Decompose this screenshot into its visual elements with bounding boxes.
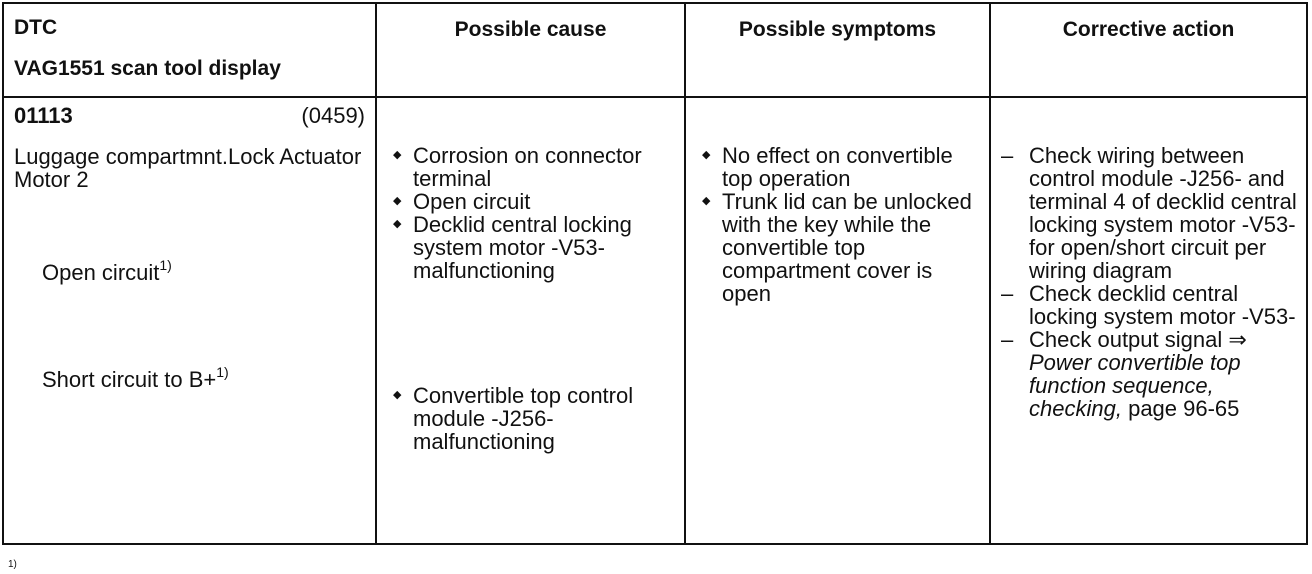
dtc-cell [3, 97, 376, 544]
cross-reference-link[interactable]: Power convertible top function sequence, checking, [1029, 350, 1241, 421]
dtc-table [2, 2, 1308, 545]
table-header-row [3, 3, 1307, 97]
list-item: ◆ Decklid central locking system motor -V53- malfunctioning [393, 213, 678, 282]
fault-short-circuit-label: Short circuit to B+ [42, 367, 217, 392]
header-possible-cause [376, 3, 685, 97]
footnote-ref: 1) [159, 256, 172, 273]
list-item [1001, 328, 1300, 420]
header-dtc [3, 3, 376, 97]
dtc-code-line [4, 98, 375, 127]
list-item: – Check decklid central locking system motor -V53- [1001, 282, 1300, 328]
header-possible-symptoms-label: Possible symptoms [738, 18, 937, 41]
dtc-alt-code: (0459) [301, 103, 365, 128]
action-output-signal: Check output signal ⇒ [1029, 327, 1247, 352]
header-corrective-action [990, 3, 1307, 97]
page-reference: page 96-65 [1128, 396, 1240, 421]
list-item: ◆ Trunk lid can be unlocked with the key while the convertible top compartment cover is open [702, 190, 983, 305]
fault-open-circuit [4, 191, 375, 284]
component-name: Luggage compartmnt.Lock Actuator Motor 2 [14, 144, 362, 192]
footnote-ref: 1) [216, 363, 229, 380]
cause-list-short [377, 384, 684, 453]
action-cell [990, 97, 1307, 544]
header-dtc-label: DTC [14, 16, 58, 39]
list-item: ◆ No effect on convertible top operation [702, 144, 983, 190]
cause-list-open [377, 98, 684, 282]
footnote-marker: 1) [8, 559, 17, 570]
table-row [3, 97, 1307, 544]
fault-short-circuit [4, 284, 375, 391]
fault-open-circuit-label: Open circuit [42, 260, 160, 285]
symptom-list [686, 98, 989, 305]
list-item: – Check wiring between control module -J256- and terminal 4 of decklid central locking system motor -V53- for open/short circuit per wiring diagram [1001, 144, 1300, 282]
cause-cell [376, 97, 685, 544]
header-possible-cause-label: Possible cause [454, 18, 607, 41]
header-scan-tool-label: VAG1551 scan tool display [14, 57, 281, 80]
header-possible-symptoms [685, 3, 990, 97]
header-corrective-action-label: Corrective action [1062, 18, 1235, 41]
list-item: ◆ Convertible top control module -J256- malfunctioning [393, 384, 678, 453]
dtc-code: 01113 [14, 103, 73, 128]
symptoms-cell [685, 97, 990, 544]
action-list [991, 98, 1306, 420]
list-item: ◆ Open circuit [393, 190, 678, 213]
list-item: ◆ Corrosion on connector terminal [393, 144, 678, 190]
